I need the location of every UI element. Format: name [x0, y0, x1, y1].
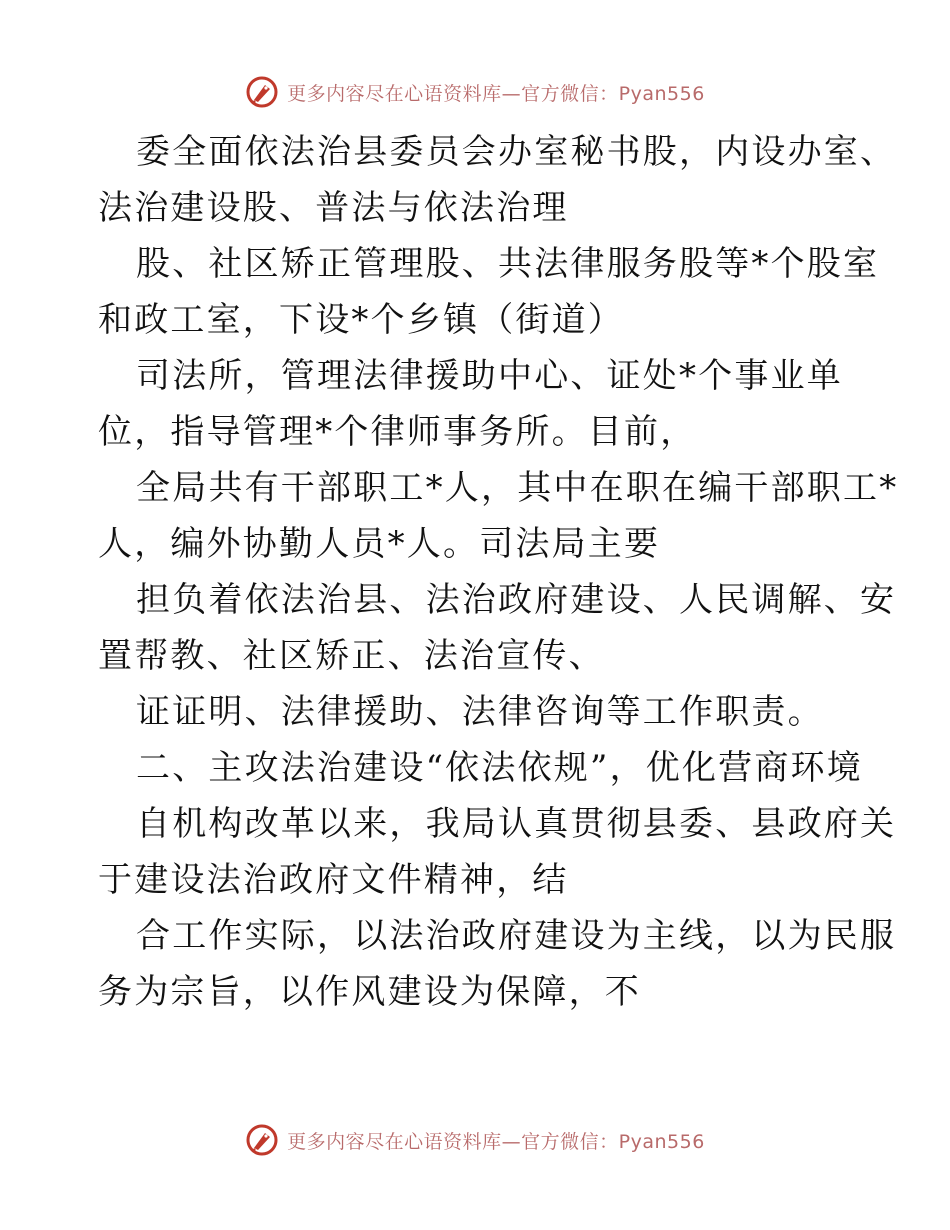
pen-nib-logo-icon: [245, 1123, 279, 1157]
footer-watermark-text: 更多内容尽在心语资料库—官方微信：Pyan556: [287, 1130, 705, 1153]
paragraph-line: 股、社区矫正管理股、共法律服务股等*个股室: [136, 244, 880, 284]
pen-nib-logo-icon: [245, 75, 279, 109]
paragraph-line: 务为宗旨，以作风建设为保障，不: [98, 972, 641, 1012]
paragraph-line: 自机构改革以来，我局认真贯彻县委、县政府关: [136, 804, 897, 844]
paragraph-line: 位，指导管理*个律师事务所。目前，: [98, 412, 697, 452]
paragraph-line: 委全面依法治县委员会办室秘书股，内设办室、: [136, 132, 897, 172]
paragraph-line: 司法所，管理法律援助中心、证处*个事业单: [136, 356, 843, 396]
body-text: [98, 124, 899, 1020]
paragraph-line: 和政工室，下设*个乡镇（街道）: [98, 300, 624, 340]
paragraph-line: 于建设法治政府文件精神，结: [98, 860, 569, 900]
paragraph-line: 人，编外协勤人员*人。司法局主要: [98, 524, 661, 564]
section-heading: 二、主攻法治建设“依法依规”，优化营商环境: [136, 748, 863, 788]
paragraph-line: 全局共有干部职工*人，其中在职在编干部职工*: [136, 468, 899, 508]
paragraph-line: 证证明、法律援助、法律咨询等工作职责。: [136, 692, 824, 732]
paragraph-line: 合工作实际，以法治政府建设为主线，以为民服: [136, 916, 897, 956]
paragraph-line: 置帮教、社区矫正、法治宣传、: [98, 636, 605, 676]
header-watermark-text: 更多内容尽在心语资料库—官方微信：Pyan556: [287, 82, 705, 105]
paragraph-line: 担负着依法治县、法治政府建设、人民调解、安: [136, 580, 897, 620]
footer-watermark: [0, 1120, 950, 1160]
paragraph-line: 法治建设股、普法与依法治理: [98, 188, 569, 228]
header-watermark: [0, 72, 950, 112]
